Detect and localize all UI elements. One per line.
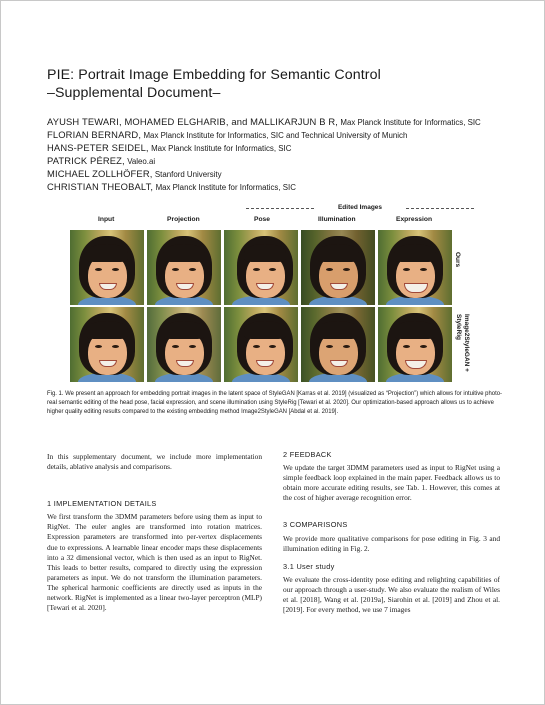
dashed-rule — [406, 208, 474, 209]
row-label-ours: Ours — [454, 252, 461, 268]
author-names: PATRICK PÉREZ, — [47, 155, 125, 167]
portrait-image — [301, 307, 375, 382]
section-heading: 1 IMPLEMENTATION DETAILS — [47, 499, 157, 509]
author-affiliation: Max Planck Institute for Informatics, SIC — [340, 118, 481, 127]
author-line — [47, 181, 481, 194]
author-line — [47, 116, 481, 129]
author-names: MICHAEL ZOLLHÖFER, — [47, 168, 153, 180]
section-heading: 2 FEEDBACK — [283, 450, 332, 459]
body-paragraph: We update the target 3DMM parameters used as input to RigNet using a simple feedback loop explained in the main paper. Feedback allows us to obtain more accurate editing results, see Tab. 1. However, this comes at the cost of higher average recognition error. — [283, 463, 500, 503]
right-column — [283, 450, 500, 615]
row-label-baseline: Image2StyleGAN + StyleRig — [455, 314, 470, 372]
author-list — [47, 116, 481, 195]
author-affiliation: Max Planck Institute for Informatics, SIC — [155, 183, 296, 193]
portrait-image — [301, 230, 375, 305]
portrait-image — [70, 230, 144, 305]
edited-images-label: Edited Images — [337, 204, 383, 211]
paper-title — [47, 66, 381, 102]
author-line — [47, 142, 481, 155]
portrait-image — [224, 230, 298, 305]
portrait-image — [378, 307, 452, 382]
figure-caption: Fig. 1. We present an approach for embedding portrait images in the latent space of StyleGAN [Karras et al. 2019] (visualized as “Projection”) which allows for intuitive photo-real semantic editing of the head pose, facial expression, and scene illumination using StyleRig [Tewari et al. 2020]. Our optimization-based approach allows us to achieve higher quality editing results compared to the existing embedding method Image2StyleGAN [Abdal et al. 2019]. — [47, 391, 502, 415]
portrait-image — [147, 307, 221, 382]
author-names: AYUSH TEWARI, MOHAMED ELGHARIB, and MALLIKARJUN B R, — [47, 116, 339, 127]
author-line — [47, 129, 481, 142]
column-label-illumination: Illumination — [318, 216, 356, 223]
edited-images-header — [242, 204, 478, 211]
author-names: CHRISTIAN THEOBALT, — [47, 181, 154, 193]
body-paragraph: We evaluate the cross-identity pose editing and relighting capabilities of our approach through a user-study. We also evaluate the realism of Wiles et al. [2018], Wang et al. [2019a], Siarohin et al. [2019] and Zhou et al. [2019]. For every method, we use 7 images — [283, 574, 500, 615]
body-paragraph: We provide more qualitative comparisons for pose editing in Fig. 3 and illumination editing in Fig. 2. — [283, 533, 500, 553]
portrait-image — [147, 230, 221, 305]
portrait-image — [378, 230, 452, 305]
column-label-expression: Expression — [396, 216, 433, 223]
column-label-input: Input — [98, 216, 115, 223]
subsection-heading: 3.1 User study — [283, 561, 335, 571]
portrait-image — [70, 307, 144, 382]
body-paragraph: We first transform the 3DMM parameters before using them as input to RigNet. The euler angles are transformed into rotation matrices. Expression parameters are transformed into per-vertex displacements due to expressions. A learnable linear encoder maps these displacements into a 32 dimensional vector, which is then used as an input to RigNet. This leads to better results, compared to directly using the expression parameters as input. We do not transform the illumination parameters. The spherical harmonic coefficients are directly used as inputs in the network. RigNet is implemented as a linear two-layer perceptron (MLP) [Tewari et al. 2020]. — [47, 512, 262, 613]
author-names: HANS-PETER SEIDEL, — [47, 142, 149, 154]
column-label-pose: Pose — [254, 216, 270, 223]
title-line-1: PIE: Portrait Image Embedding for Semantic Control — [47, 67, 381, 83]
author-line — [47, 168, 481, 181]
author-affiliation: Stanford University — [154, 170, 222, 180]
author-affiliation: Valeo.ai — [127, 157, 156, 167]
section-heading: 3 COMPARISONS — [283, 520, 348, 530]
author-affiliation: Max Planck Institute for Informatics, SIC and Technical University of Munich — [143, 131, 408, 141]
author-names: FLORIAN BERNARD, — [47, 129, 142, 141]
title-line-2: –Supplemental Document– — [47, 85, 221, 101]
column-label-projection: Projection — [167, 216, 200, 223]
portrait-image — [224, 307, 298, 382]
dashed-rule — [246, 208, 314, 209]
left-column — [47, 452, 262, 613]
author-affiliation: Max Planck Institute for Informatics, SIC — [151, 144, 292, 154]
author-line — [47, 155, 481, 168]
intro-paragraph: In this supplementary document, we include more implementation details, ablative analysis and comparisons. — [47, 452, 262, 472]
